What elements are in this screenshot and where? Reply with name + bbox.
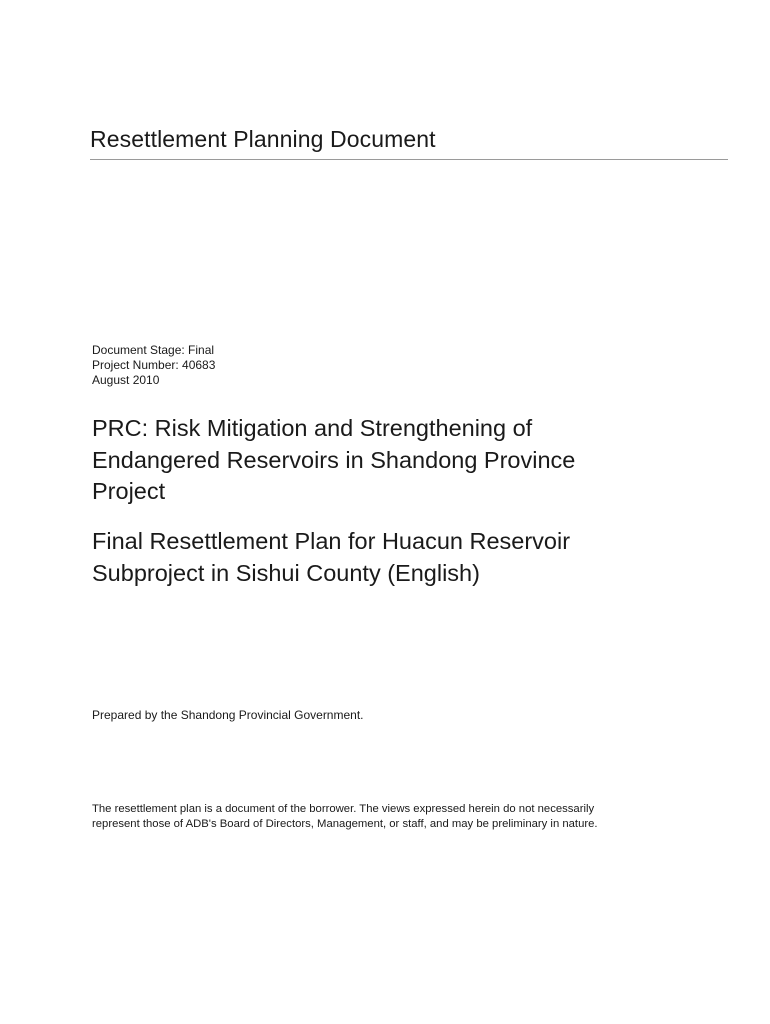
- project-title-line: Endangered Reservoirs in Shandong Province: [92, 446, 576, 473]
- heading-divider: [90, 159, 728, 160]
- document-subtitle-line: Subproject in Sishui County (English): [92, 559, 480, 586]
- document-subtitle-line: Final Resettlement Plan for Huacun Reservoir: [92, 528, 571, 554]
- document-date: August 2010: [92, 373, 160, 387]
- prepared-by-statement: Prepared by the Shandong Provincial Government.: [92, 708, 364, 722]
- disclaimer-line: represent those of ADB's Board of Directors, Management, or staff, and may be preliminary in nature.: [92, 818, 598, 830]
- project-title: [92, 413, 712, 508]
- document-subtitle: [92, 526, 712, 589]
- document-stage: Document Stage: Final: [92, 343, 215, 357]
- project-number: Project Number: 40683: [92, 358, 216, 372]
- disclaimer-line: The resettlement plan is a document of the borrower. The views expressed herein do not necessarily: [92, 803, 595, 815]
- project-title-line: PRC: Risk Mitigation and Strengthening of: [92, 415, 533, 441]
- disclaimer: [92, 802, 696, 832]
- document-metadata: [92, 343, 215, 388]
- document-type-heading: Resettlement Planning Document: [90, 126, 436, 152]
- project-title-line: Project: [92, 478, 166, 504]
